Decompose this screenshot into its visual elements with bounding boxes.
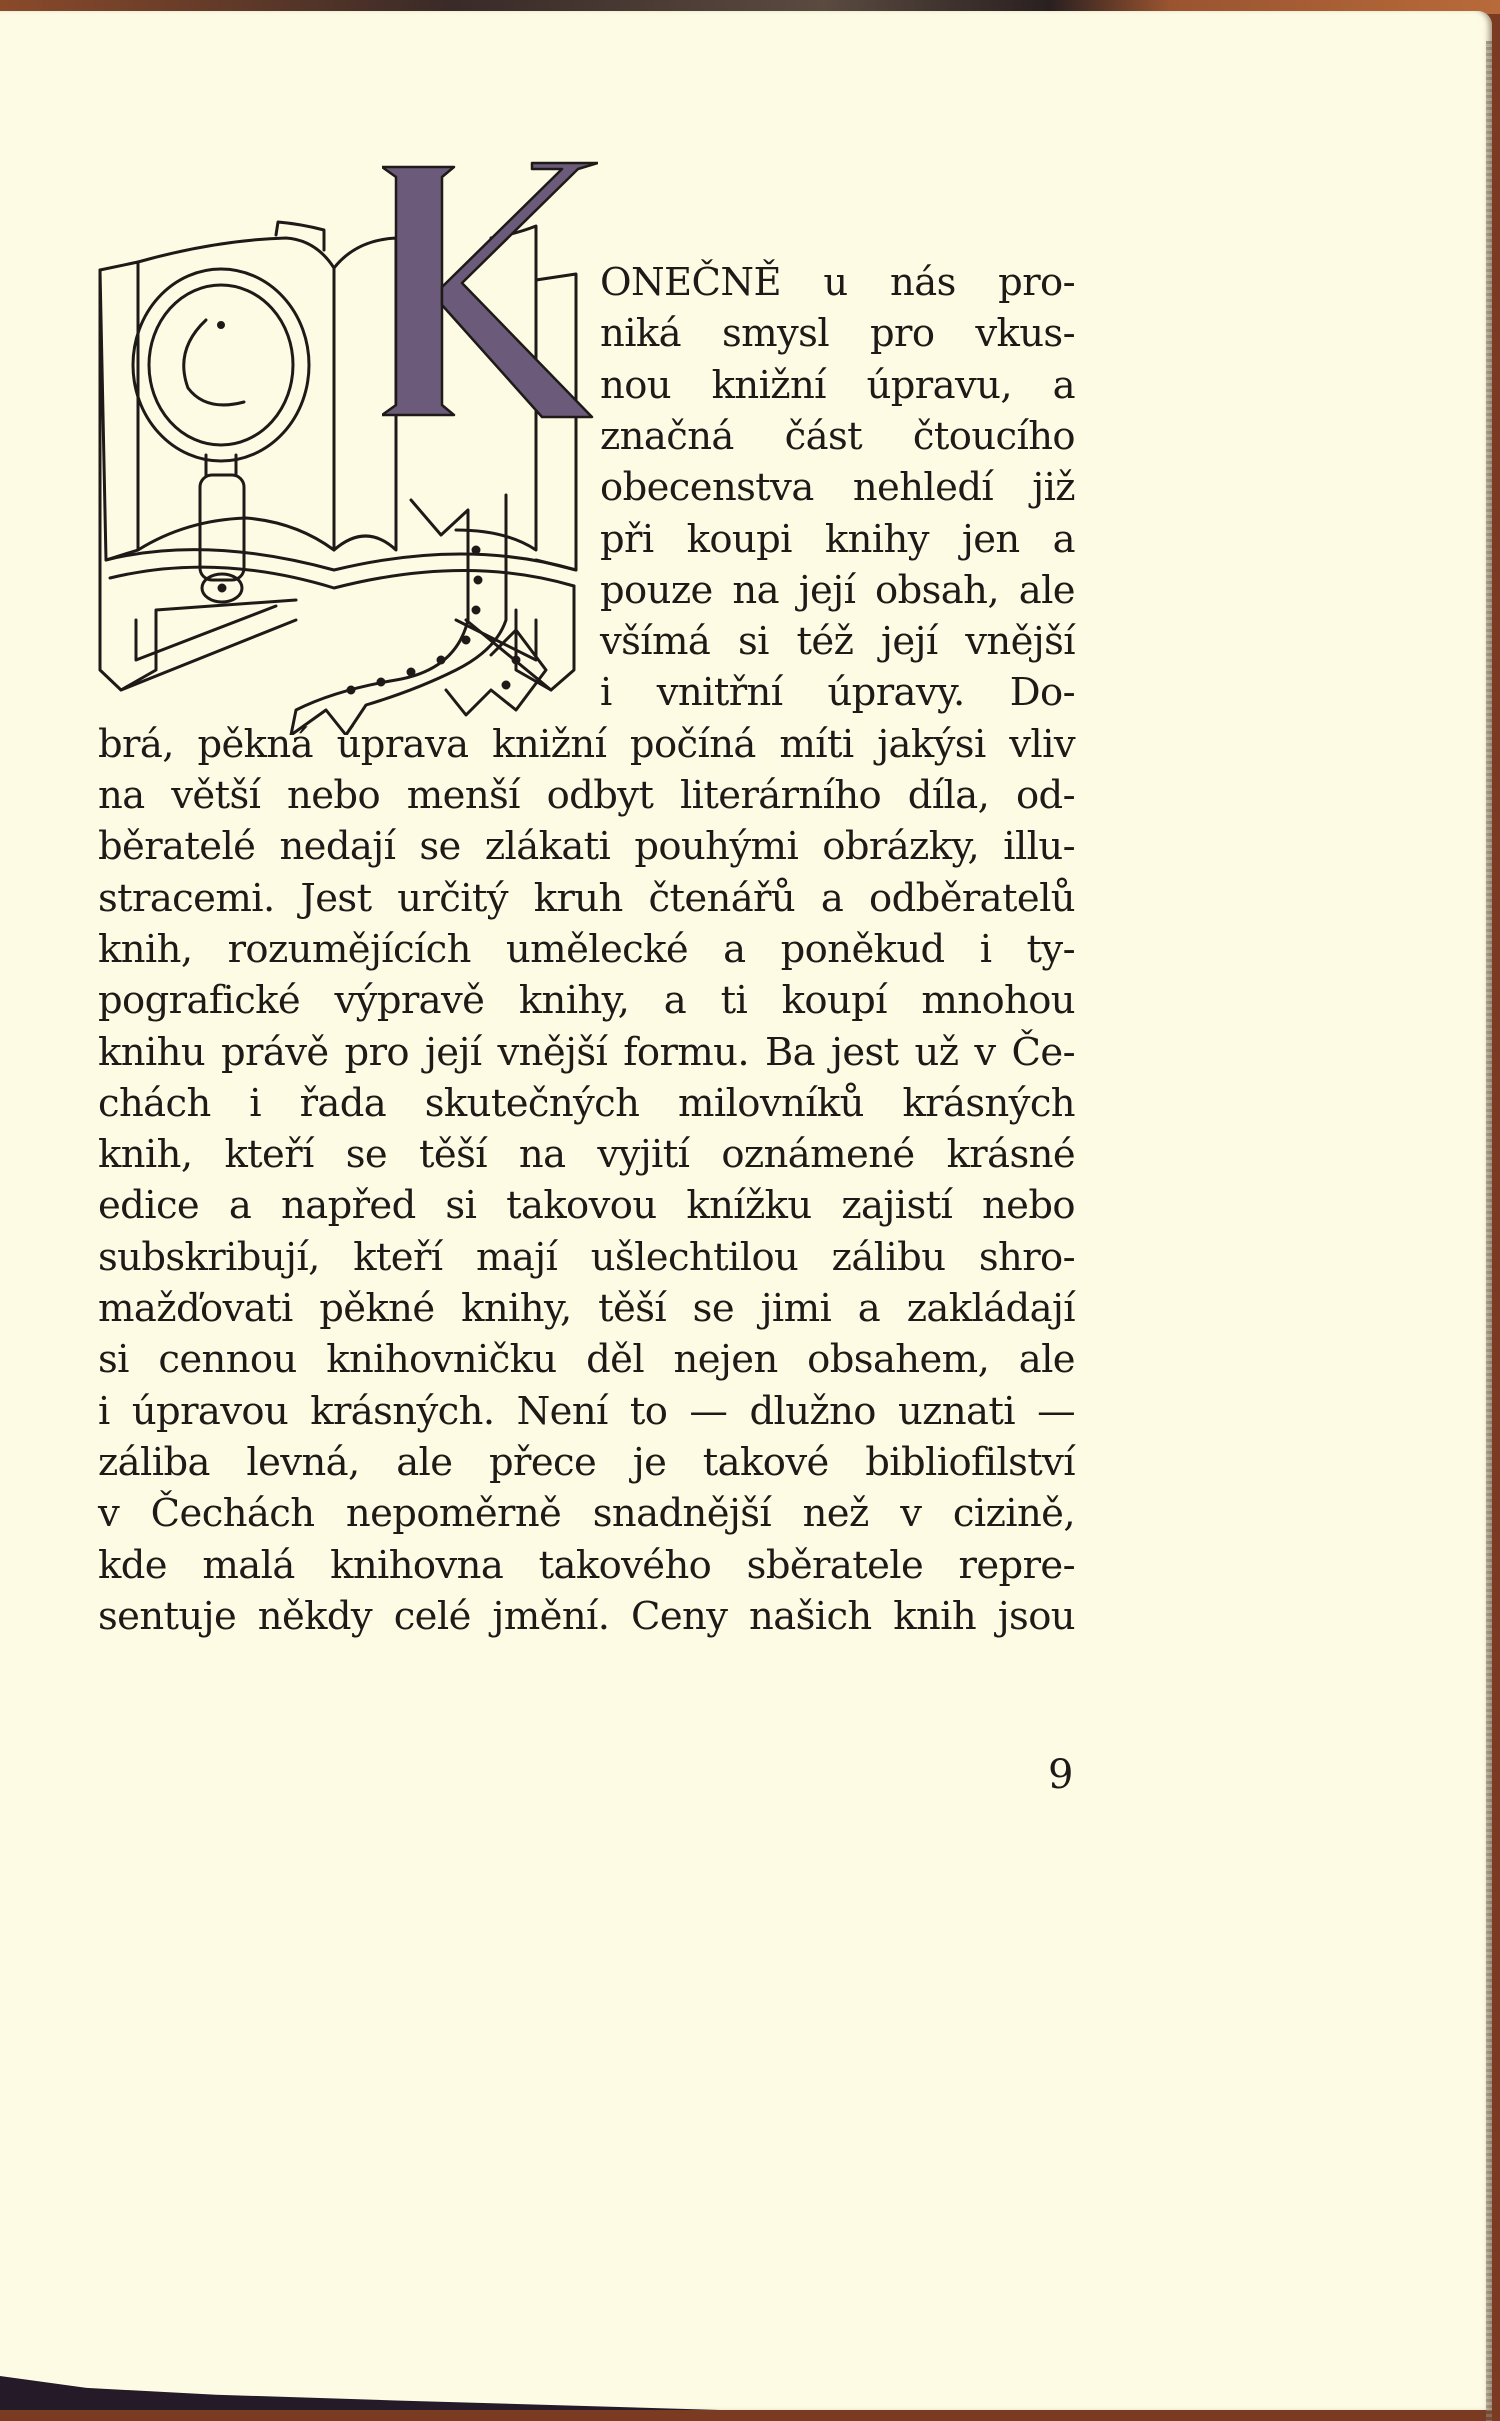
text-line: chách i řada skutečných milovníků krásných	[98, 1080, 1075, 1126]
page-deckle-edge	[1486, 41, 1492, 2421]
ribbon-icon	[291, 495, 546, 735]
text-line: obecenstva nehledí již	[600, 465, 1075, 511]
text-line: edice a napřed si takovou knížku zajistí nebo	[98, 1183, 1075, 1229]
text-line: na větší nebo menší odbyt literárního díla, od-	[98, 773, 1075, 818]
text-line: záliba levná, ale přece je takové bibliofilství	[98, 1439, 1075, 1485]
text-line: sentuje někdy celé jmění. Ceny našich knih jsou	[98, 1593, 1075, 1639]
page-number: 9	[1048, 1752, 1074, 1798]
text-line: všímá si též její vnější	[600, 619, 1075, 665]
text-line: při koupi knihy jen a	[600, 516, 1075, 562]
text-line: mažďovati pěkné knihy, těší se jimi a zakládají	[98, 1286, 1075, 1331]
text-line: pografické výpravě knihy, a ti koupí mnohou	[98, 978, 1075, 1024]
text-line: kde malá knihovna takového sběratele repre-	[98, 1542, 1075, 1588]
text-line: knih, rozumějících umělecké a poněkud i ty-	[98, 926, 1075, 972]
text-line: i vnitřní úpravy. Do-	[600, 670, 1075, 716]
text-line: subskribují, kteří mají ušlechtilou zálibu shro-	[98, 1234, 1075, 1280]
text-line: běratelé nedají se zlákati pouhými obrázky, illu-	[98, 824, 1075, 870]
text-line: v Čechách nepoměrně snadnější než v cizině,	[98, 1491, 1075, 1537]
text-line: i úpravou krásných. Není to — dlužno uznati —	[98, 1388, 1075, 1434]
text-line: nou knižní úpravu, a	[600, 362, 1075, 408]
text-line: ONEČNĚ u nás pro-	[600, 260, 1075, 305]
text-line: si cennou knihovničku děl nejen obsahem, ale	[98, 1337, 1075, 1383]
text-line: brá, pěkná úprava knižní počíná míti jakýsi vliv	[98, 721, 1075, 767]
text-line: stracemi. Jest určitý kruh čtenářů a odběratelů	[98, 875, 1075, 921]
text-line: pouze na její obsah, ale	[600, 567, 1075, 613]
drop-cap-letter-k	[382, 155, 598, 427]
text-line: knihu právě pro její vnější formu. Ba jest už v Če-	[98, 1029, 1075, 1075]
text-line: knih, kteří se těší na vyjití oznámené krásné	[98, 1132, 1075, 1178]
text-line: značná část čtoucího	[600, 413, 1075, 459]
text-line: niká smysl pro vkus-	[600, 311, 1075, 357]
